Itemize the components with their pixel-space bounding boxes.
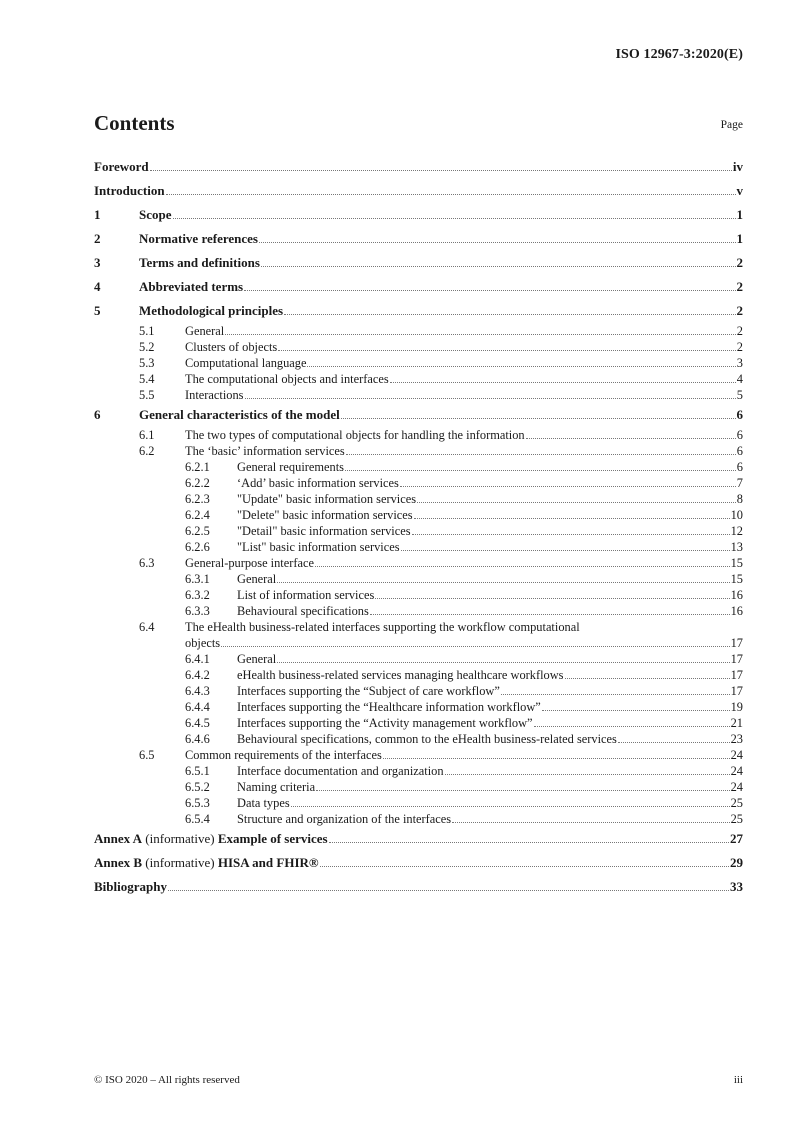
toc-number: 6.4 xyxy=(139,620,155,634)
toc-entry-6-1[interactable] xyxy=(94,427,743,443)
dot-leader xyxy=(375,598,729,599)
toc-title: Interfaces supporting the “Healthcare information workflow” xyxy=(237,700,541,714)
toc-page: 25 xyxy=(730,812,743,826)
toc-entry-normative-references[interactable] xyxy=(94,227,743,251)
toc-number: 6.3.3 xyxy=(185,604,210,618)
toc-page: 6 xyxy=(736,460,743,474)
toc-number: 5.1 xyxy=(139,324,155,338)
toc-entry-6-2-5[interactable] xyxy=(94,523,743,539)
toc-entry-6-5[interactable] xyxy=(94,747,743,763)
toc-title: General xyxy=(237,652,277,666)
toc-page: 2 xyxy=(736,324,743,338)
toc-page: 1 xyxy=(736,231,743,246)
toc-title: General requirements xyxy=(237,460,344,474)
toc-title: Clusters of objects xyxy=(185,340,278,354)
page-column-label: Page xyxy=(720,119,743,131)
toc-number: 6.3 xyxy=(139,556,155,570)
toc-entry-annex-a[interactable] xyxy=(94,827,743,851)
toc-entry-6-2[interactable] xyxy=(94,443,743,459)
toc-page: 27 xyxy=(730,831,743,846)
dot-leader xyxy=(316,790,730,791)
toc-title: Scope xyxy=(139,207,172,222)
dot-leader xyxy=(414,518,730,519)
toc-number: 6.3.1 xyxy=(185,572,210,586)
toc-number: 6.2.6 xyxy=(185,540,210,554)
toc-number: 6.4.4 xyxy=(185,700,210,714)
toc-entry-6-4-3[interactable] xyxy=(94,683,743,699)
toc-page: 6 xyxy=(736,428,743,442)
toc-number: 3 xyxy=(94,255,101,270)
toc-page: 19 xyxy=(730,700,743,714)
toc-page: 6 xyxy=(736,444,743,458)
toc-title: The computational objects and interfaces xyxy=(185,372,389,386)
toc-page: 29 xyxy=(730,855,743,870)
dot-leader xyxy=(345,470,736,471)
toc-number: 1 xyxy=(94,207,101,222)
dot-leader xyxy=(417,502,736,503)
dot-leader xyxy=(401,550,730,551)
toc-number: 6.4.3 xyxy=(185,684,210,698)
toc-page: v xyxy=(736,183,743,198)
toc-title: Normative references xyxy=(139,231,258,246)
toc-title: Interactions xyxy=(185,388,244,402)
toc-title: General xyxy=(185,324,225,338)
dot-leader xyxy=(291,806,730,807)
toc-page: 17 xyxy=(730,652,743,666)
toc-entry-5-3[interactable] xyxy=(94,355,743,371)
toc-entry-6-3[interactable] xyxy=(94,555,743,571)
toc-title: Naming criteria xyxy=(237,780,316,794)
toc-page: 24 xyxy=(730,780,743,794)
toc-page: 15 xyxy=(730,556,743,570)
toc-entry-foreword[interactable] xyxy=(94,155,743,179)
toc-entry-6-5-3[interactable] xyxy=(94,795,743,811)
toc-title xyxy=(94,851,319,875)
toc-page: 3 xyxy=(736,356,743,370)
dot-leader xyxy=(618,742,730,743)
toc-page: 16 xyxy=(730,604,743,618)
toc-page: 6 xyxy=(736,407,743,422)
toc-title xyxy=(94,827,328,851)
dot-leader xyxy=(225,334,736,335)
toc-number: 5.5 xyxy=(139,388,155,402)
dot-leader xyxy=(501,694,730,695)
toc-number: 5 xyxy=(94,303,101,318)
toc-number: 6.2.1 xyxy=(185,460,210,474)
toc-page: iv xyxy=(732,159,743,174)
dot-leader xyxy=(370,614,730,615)
dot-leader xyxy=(150,170,732,171)
toc-entry-6-2-2[interactable] xyxy=(94,475,743,491)
dot-leader xyxy=(277,582,729,583)
toc-entry-6-2-1[interactable] xyxy=(94,459,743,475)
annex-label: Annex B xyxy=(94,855,143,870)
toc-entry-6-4-6[interactable] xyxy=(94,731,743,747)
toc-title: Interfaces supporting the “Subject of care workflow” xyxy=(237,684,500,698)
toc-title: The two types of computational objects for handling the information xyxy=(185,428,525,442)
toc-entry-6-2-6[interactable] xyxy=(94,539,743,555)
toc-number: 6.5.4 xyxy=(185,812,210,826)
toc-page: 2 xyxy=(736,279,743,294)
toc-entry-methodological-principles[interactable] xyxy=(94,299,743,323)
dot-leader xyxy=(166,194,736,195)
toc-page: 23 xyxy=(730,732,743,746)
toc-title: Behavioural specifications xyxy=(237,604,369,618)
dot-leader xyxy=(412,534,730,535)
toc-page: 17 xyxy=(730,684,743,698)
toc-title: ‘Add’ basic information services xyxy=(237,476,399,490)
toc-number: 6.2.3 xyxy=(185,492,210,506)
toc-number: 6.2 xyxy=(139,444,155,458)
toc-page: 25 xyxy=(730,796,743,810)
toc-page: 16 xyxy=(730,588,743,602)
toc-entry-terms-and-definitions[interactable] xyxy=(94,251,743,275)
toc-number: 6.5.3 xyxy=(185,796,210,810)
toc-page: 7 xyxy=(736,476,743,490)
toc-title: Behavioural specifications, common to the eHealth business-related services xyxy=(237,732,617,746)
toc-entry-6-4-continuation[interactable] xyxy=(94,635,743,651)
dot-leader xyxy=(278,350,736,351)
dot-leader xyxy=(315,566,730,567)
toc-page: 33 xyxy=(730,879,743,894)
toc-page: 2 xyxy=(736,340,743,354)
toc-number: 5.4 xyxy=(139,372,155,386)
toc-title: General xyxy=(237,572,277,586)
toc-title: "Update" basic information services xyxy=(237,492,417,506)
dot-leader xyxy=(565,678,730,679)
dot-leader xyxy=(445,774,730,775)
toc-entry-6-3-2[interactable] xyxy=(94,587,743,603)
toc-number: 6.2.5 xyxy=(185,524,210,538)
toc-title: Terms and definitions xyxy=(139,255,260,270)
toc-page: 17 xyxy=(730,668,743,682)
dot-leader xyxy=(284,314,735,315)
toc-number: 6.4.6 xyxy=(185,732,210,746)
toc-page: 24 xyxy=(730,748,743,762)
toc-number: 5.3 xyxy=(139,356,155,370)
toc-entry-6-5-4[interactable] xyxy=(94,811,743,827)
toc-number: 6.2.2 xyxy=(185,476,210,490)
toc-title: "List" basic information services xyxy=(237,540,400,554)
dot-leader xyxy=(534,726,730,727)
toc-number: 6.5.2 xyxy=(185,780,210,794)
toc-number: 6.5.1 xyxy=(185,764,210,778)
toc-page: 2 xyxy=(736,303,743,318)
toc-title: "Detail" basic information services xyxy=(237,524,411,538)
toc-entry-6-4-2[interactable] xyxy=(94,667,743,683)
dot-leader xyxy=(259,242,736,243)
annex-title: HISA and FHIR® xyxy=(217,855,319,870)
toc-entry-general-characteristics[interactable] xyxy=(94,403,743,427)
toc-entry-6-5-1[interactable] xyxy=(94,763,743,779)
toc-page: 2 xyxy=(736,255,743,270)
toc-entry-abbreviated-terms[interactable] xyxy=(94,275,743,299)
toc-entry-scope[interactable] xyxy=(94,203,743,227)
toc-page: 5 xyxy=(736,388,743,402)
toc-entry-annex-b[interactable] xyxy=(94,851,743,875)
dot-leader xyxy=(168,890,729,891)
toc-title: Data types xyxy=(237,796,290,810)
dot-leader xyxy=(526,438,736,439)
dot-leader xyxy=(341,418,736,419)
toc-title: General characteristics of the model xyxy=(139,407,340,422)
toc-number: 2 xyxy=(94,231,101,246)
toc-number: 6.5 xyxy=(139,748,155,762)
dot-leader xyxy=(307,366,735,367)
toc-page: 13 xyxy=(730,540,743,554)
toc-number: 6 xyxy=(94,407,101,422)
toc-title: List of information services xyxy=(237,588,375,602)
dot-leader xyxy=(329,842,729,843)
dot-leader xyxy=(277,662,729,663)
dot-leader xyxy=(452,822,729,823)
dot-leader xyxy=(542,710,730,711)
toc-title: Computational language xyxy=(185,356,307,370)
annex-qualifier: (informative) xyxy=(142,831,218,846)
toc-title: Bibliography xyxy=(94,879,167,894)
annex-qualifier: (informative) xyxy=(142,855,218,870)
dot-leader xyxy=(245,398,736,399)
toc-title: Introduction xyxy=(94,183,165,198)
toc-entry-6-4-4[interactable] xyxy=(94,699,743,715)
copyright-notice: © ISO 2020 – All rights reserved xyxy=(94,1074,240,1086)
toc-number: 6.4.5 xyxy=(185,716,210,730)
toc-page: 12 xyxy=(730,524,743,538)
toc-page: 8 xyxy=(736,492,743,506)
toc-title: Common requirements of the interfaces xyxy=(185,748,382,762)
toc-page: 21 xyxy=(730,716,743,730)
toc-entry-introduction[interactable] xyxy=(94,179,743,203)
toc-number: 6.1 xyxy=(139,428,155,442)
dot-leader xyxy=(261,266,736,267)
toc-number: 6.4.2 xyxy=(185,668,210,682)
toc-number: 4 xyxy=(94,279,101,294)
dot-leader xyxy=(400,486,736,487)
toc-title: General-purpose interface xyxy=(185,556,314,570)
toc-page: 17 xyxy=(730,636,743,650)
toc-title: The ‘basic’ information services xyxy=(185,444,345,458)
toc-page: 4 xyxy=(736,372,743,386)
toc-entry-6-4-1[interactable] xyxy=(94,651,743,667)
toc-page: 1 xyxy=(736,207,743,222)
annex-label: Annex A xyxy=(94,831,143,846)
toc-title: Interface documentation and organization xyxy=(237,764,444,778)
toc-title: Methodological principles xyxy=(139,303,284,318)
toc-title: eHealth business-related services managing healthcare workflows xyxy=(237,668,564,682)
dot-leader xyxy=(221,646,730,647)
toc-entry-6-3-3[interactable] xyxy=(94,603,743,619)
toc-number: 6.4.1 xyxy=(185,652,210,666)
toc-entry-6-2-3[interactable] xyxy=(94,491,743,507)
annex-title: Example of services xyxy=(217,831,328,846)
toc-entry-6-4-5[interactable] xyxy=(94,715,743,731)
toc-number: 6.2.4 xyxy=(185,508,210,522)
toc-page: 15 xyxy=(730,572,743,586)
toc-title: Foreword xyxy=(94,159,149,174)
dot-leader xyxy=(390,382,736,383)
toc-title: The eHealth business-related interfaces supporting the workflow computational xyxy=(185,620,580,634)
page-number: iii xyxy=(733,1074,743,1086)
toc-entry-5-5[interactable] xyxy=(94,387,743,403)
toc-entry-6-5-2[interactable] xyxy=(94,779,743,795)
toc-number: 6.3.2 xyxy=(185,588,210,602)
dot-leader xyxy=(346,454,736,455)
toc-title: "Delete" basic information services xyxy=(237,508,413,522)
dot-leader xyxy=(320,866,729,867)
toc-entry-5-2[interactable] xyxy=(94,339,743,355)
document-id-header: ISO 12967-3:2020(E) xyxy=(615,47,743,62)
toc-entry-5-1[interactable] xyxy=(94,323,743,339)
dot-leader xyxy=(244,290,735,291)
toc-title: Abbreviated terms xyxy=(139,279,244,294)
toc-entry-6-3-1[interactable] xyxy=(94,571,743,587)
toc-entry-6-4[interactable] xyxy=(94,619,743,635)
toc-number: 5.2 xyxy=(139,340,155,354)
table-of-contents xyxy=(94,155,743,899)
contents-heading: Contents xyxy=(94,111,175,135)
toc-title: Structure and organization of the interfaces xyxy=(237,812,452,826)
toc-entry-5-4[interactable] xyxy=(94,371,743,387)
dot-leader xyxy=(383,758,730,759)
toc-entry-bibliography[interactable] xyxy=(94,875,743,899)
dot-leader xyxy=(173,218,736,219)
toc-title: Interfaces supporting the “Activity management workflow” xyxy=(237,716,533,730)
toc-entry-6-2-4[interactable] xyxy=(94,507,743,523)
toc-page: 10 xyxy=(730,508,743,522)
toc-page: 24 xyxy=(730,764,743,778)
toc-title-continuation: objects xyxy=(185,636,221,650)
